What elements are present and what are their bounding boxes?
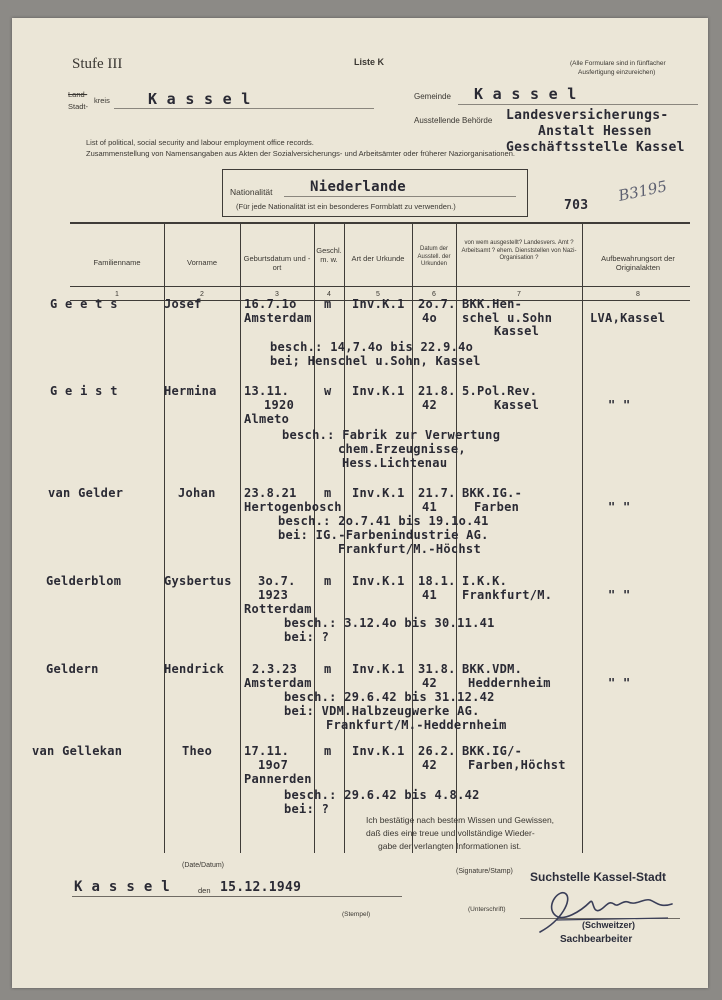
behoerde-line-2: Anstalt Hessen — [538, 124, 652, 139]
table-top-rule — [70, 222, 690, 224]
surname: G e e t s — [50, 297, 118, 311]
sex: m — [324, 486, 332, 500]
sex: w — [324, 384, 332, 398]
birth-place: Pannerden — [244, 772, 312, 786]
issuer-line-2: Farben,Höchst — [468, 758, 566, 772]
gemeinde-value: K a s s e l — [474, 85, 577, 103]
employer: bei: IG.-Farbenindustrie AG. — [278, 528, 489, 542]
col-divider-7 — [582, 223, 583, 853]
birth-date: 2.3.23 — [252, 662, 298, 676]
col-number-3: 3 — [275, 291, 279, 298]
document-sheet — [12, 18, 708, 988]
nationality-underline — [284, 196, 516, 197]
issuer-line-1: BKK.Hen- — [462, 297, 523, 311]
employer-location: Hess.Lichtenau — [342, 456, 448, 470]
stamp-office: Suchstelle Kassel-Stadt — [530, 870, 667, 884]
issue-date: 2o.7. — [418, 297, 456, 311]
employer: bei: VDM.Halbzeugwerke AG. — [284, 704, 480, 718]
archive: " " — [608, 676, 631, 690]
nationality-value: Niederlande — [310, 179, 407, 195]
document-type: Inv.K.1 — [352, 662, 405, 676]
firstname: Johan — [178, 486, 216, 500]
issuer-line-1: BKK.IG/- — [462, 744, 523, 758]
col-header-issuer: von wem ausgestellt? Landesvers. Amt ? Arbeitsamt ? ehem. Dienststellen von Nazi-Organisation ? — [461, 240, 577, 261]
certify-line-3: gabe der verlangten Informationen ist. — [378, 841, 522, 851]
employer-location: Frankfurt/M.-Höchst — [338, 542, 481, 556]
birth-place: Amsterdam — [244, 676, 312, 690]
employer: chem.Erzeugnisse, — [338, 442, 466, 456]
archive: LVA,Kassel — [590, 311, 666, 325]
archive: " " — [608, 588, 631, 602]
employer: bei: ? — [284, 802, 330, 816]
stamp-name: (Schweitzer) — [582, 920, 636, 930]
certify-line-2: daß dies eine treue und vollständige Wieder- — [366, 828, 535, 838]
employment-period: besch.: 14,7.4o bis 22.9.4o — [270, 340, 474, 354]
archive: " " — [608, 500, 631, 514]
issuer-line-2: schel u.Sohn — [462, 311, 553, 325]
issuer-line-2: Kassel — [494, 398, 540, 412]
birth-place: Amsterdam — [244, 311, 312, 325]
surname: Gelderblom — [46, 574, 122, 588]
signature-label: (Signature/Stamp) — [456, 868, 513, 875]
col-number-7: 7 — [517, 291, 521, 298]
employer: bei: ? — [284, 630, 330, 644]
issuer-line-1: BKK.IG.- — [462, 486, 523, 500]
issue-year: 4o — [422, 311, 438, 325]
stamp-role: Sachbearbeiter — [560, 934, 633, 945]
employer-location: Frankfurt/M.-Heddernheim — [326, 718, 507, 732]
firstname: Hendrick — [164, 662, 225, 676]
list-title-en: List of political, social security and labour employment office records. — [86, 138, 314, 147]
col-header-issue-date: Datum der Ausstell. der Urkunden — [417, 246, 451, 267]
sex: m — [324, 744, 332, 758]
date-label: (Date/Datum) — [182, 862, 225, 869]
note-line-1: (Alle Formulare sind in fünffacher — [570, 60, 666, 67]
issuer-line-1: I.K.K. — [462, 574, 508, 588]
nationality-note: (Für jede Nationalität ist ein besonderes Formblatt zu verwenden.) — [236, 202, 456, 211]
stempel-label: (Stempel) — [342, 911, 371, 918]
firstname: Josef — [164, 297, 202, 311]
issuer-line-3: Kassel — [494, 324, 540, 338]
issue-year: 42 — [422, 758, 438, 772]
surname: Geldern — [46, 662, 99, 676]
issue-year: 42 — [422, 676, 438, 690]
stufe-label: Stufe III — [72, 56, 123, 72]
firstname: Gysbertus — [164, 574, 232, 588]
issuer-line-1: 5.Pol.Rev. — [462, 384, 538, 398]
birth-date: 3o.7. — [258, 574, 296, 588]
issue-date: 31.8. — [418, 662, 456, 676]
birth-date: 17.11. — [244, 744, 290, 758]
surname: van Gelder — [48, 486, 124, 500]
surname: G e i s t — [50, 384, 118, 398]
birth-date: 16.7.1o — [244, 297, 297, 311]
col-header-sex: Geschl. m. w. — [316, 246, 342, 265]
nationality-label: Nationalität — [230, 187, 273, 197]
col-number-6: 6 — [432, 291, 436, 298]
firstname: Theo — [182, 744, 213, 758]
col-number-1: 1 — [115, 291, 119, 298]
firstname: Hermina — [164, 384, 217, 398]
sex: m — [324, 297, 332, 311]
sex: m — [324, 574, 332, 588]
employment-period: besch.: 3.12.4o bis 30.11.41 — [284, 616, 495, 630]
birth-year: 1920 — [264, 398, 295, 412]
surname: van Gellekan — [32, 744, 123, 758]
stadt-label: Stadt- — [68, 102, 89, 111]
issue-year: 41 — [422, 588, 438, 602]
issuer-line-2: Heddernheim — [468, 676, 551, 690]
issuer-line-2: Farben — [474, 500, 520, 514]
place-value: K a s s e l — [74, 879, 171, 895]
col-number-8: 8 — [636, 291, 640, 298]
employment-period: besch.: 2o.7.41 bis 19.1o.41 — [278, 514, 489, 528]
employment-period: besch.: 29.6.42 bis 4.8.42 — [284, 788, 480, 802]
col-header-firstname: Vorname — [186, 258, 218, 267]
document-type: Inv.K.1 — [352, 384, 405, 398]
header-bottom-rule — [70, 286, 690, 287]
document-type: Inv.K.1 — [352, 486, 405, 500]
birth-year: 1923 — [258, 588, 289, 602]
liste-label: Liste K — [354, 57, 385, 67]
issue-year: 41 — [422, 500, 438, 514]
birth-date: 13.11. — [244, 384, 290, 398]
col-header-birth: Geburtsdatum und -ort — [243, 254, 311, 273]
kreis-underline — [114, 108, 374, 109]
col-divider-2 — [240, 223, 241, 853]
date-underline — [72, 896, 402, 897]
col-header-doctype: Art der Urkunde — [351, 254, 405, 263]
date-value: 15.12.1949 — [220, 880, 302, 895]
land-label: Land- — [68, 90, 88, 99]
behoerde-label: Ausstellende Behörde — [414, 116, 493, 125]
behoerde-line-1: Landesversicherungs- — [506, 108, 669, 123]
employer: bei; Henschel u.Sohn, Kassel — [270, 354, 481, 368]
birth-year: 19o7 — [258, 758, 289, 772]
birth-place: Hertogenbosch — [244, 500, 342, 514]
issue-year: 42 — [422, 398, 438, 412]
handwritten-ref: B3195 — [616, 177, 669, 205]
col-header-archive: Aufbewahrungsort der Originalakten — [601, 254, 675, 273]
col-number-5: 5 — [376, 291, 380, 298]
birth-date: 23.8.21 — [244, 486, 297, 500]
col-number-2: 2 — [200, 291, 204, 298]
col-divider-1 — [164, 223, 165, 853]
note-line-2: Ausfertigung einzureichen) — [578, 69, 656, 76]
issue-date: 26.2. — [418, 744, 456, 758]
issuer-line-1: BKK.VDM. — [462, 662, 523, 676]
col-header-surname: Familienname — [93, 258, 141, 267]
birth-place: Rotterdam — [244, 602, 312, 616]
document-type: Inv.K.1 — [352, 574, 405, 588]
unterschrift-label: (Unterschrift) — [468, 906, 506, 913]
archive: " " — [608, 398, 631, 412]
certify-line-1: Ich bestätige nach bestem Wissen und Gewissen, — [366, 815, 555, 825]
sheet-number: 703 — [564, 198, 589, 213]
issuer-line-2: Frankfurt/M. — [462, 588, 553, 602]
issue-date: 21.8. — [418, 384, 456, 398]
den-label: den — [198, 886, 211, 895]
behoerde-line-3: Geschäftsstelle Kassel — [506, 140, 685, 155]
issue-date: 18.1. — [418, 574, 456, 588]
employment-period: besch.: 29.6.42 bis 31.12.42 — [284, 690, 495, 704]
document-type: Inv.K.1 — [352, 297, 405, 311]
issue-date: 21.7. — [418, 486, 456, 500]
kreis-value: K a s s e l — [148, 90, 251, 108]
employment-period: besch.: Fabrik zur Verwertung — [282, 428, 501, 442]
col-number-4: 4 — [327, 291, 331, 298]
gemeinde-underline — [458, 104, 698, 105]
document-type: Inv.K.1 — [352, 744, 405, 758]
sex: m — [324, 662, 332, 676]
birth-place: Almeto — [244, 412, 290, 426]
kreis-label: kreis — [94, 96, 110, 105]
list-title-de: Zusammenstellung von Namensangaben aus Akten der Sozialversicherungs- und Arbeitsämter oder früherer Naziorganisationen. — [86, 149, 515, 158]
gemeinde-label: Gemeinde — [414, 92, 451, 101]
